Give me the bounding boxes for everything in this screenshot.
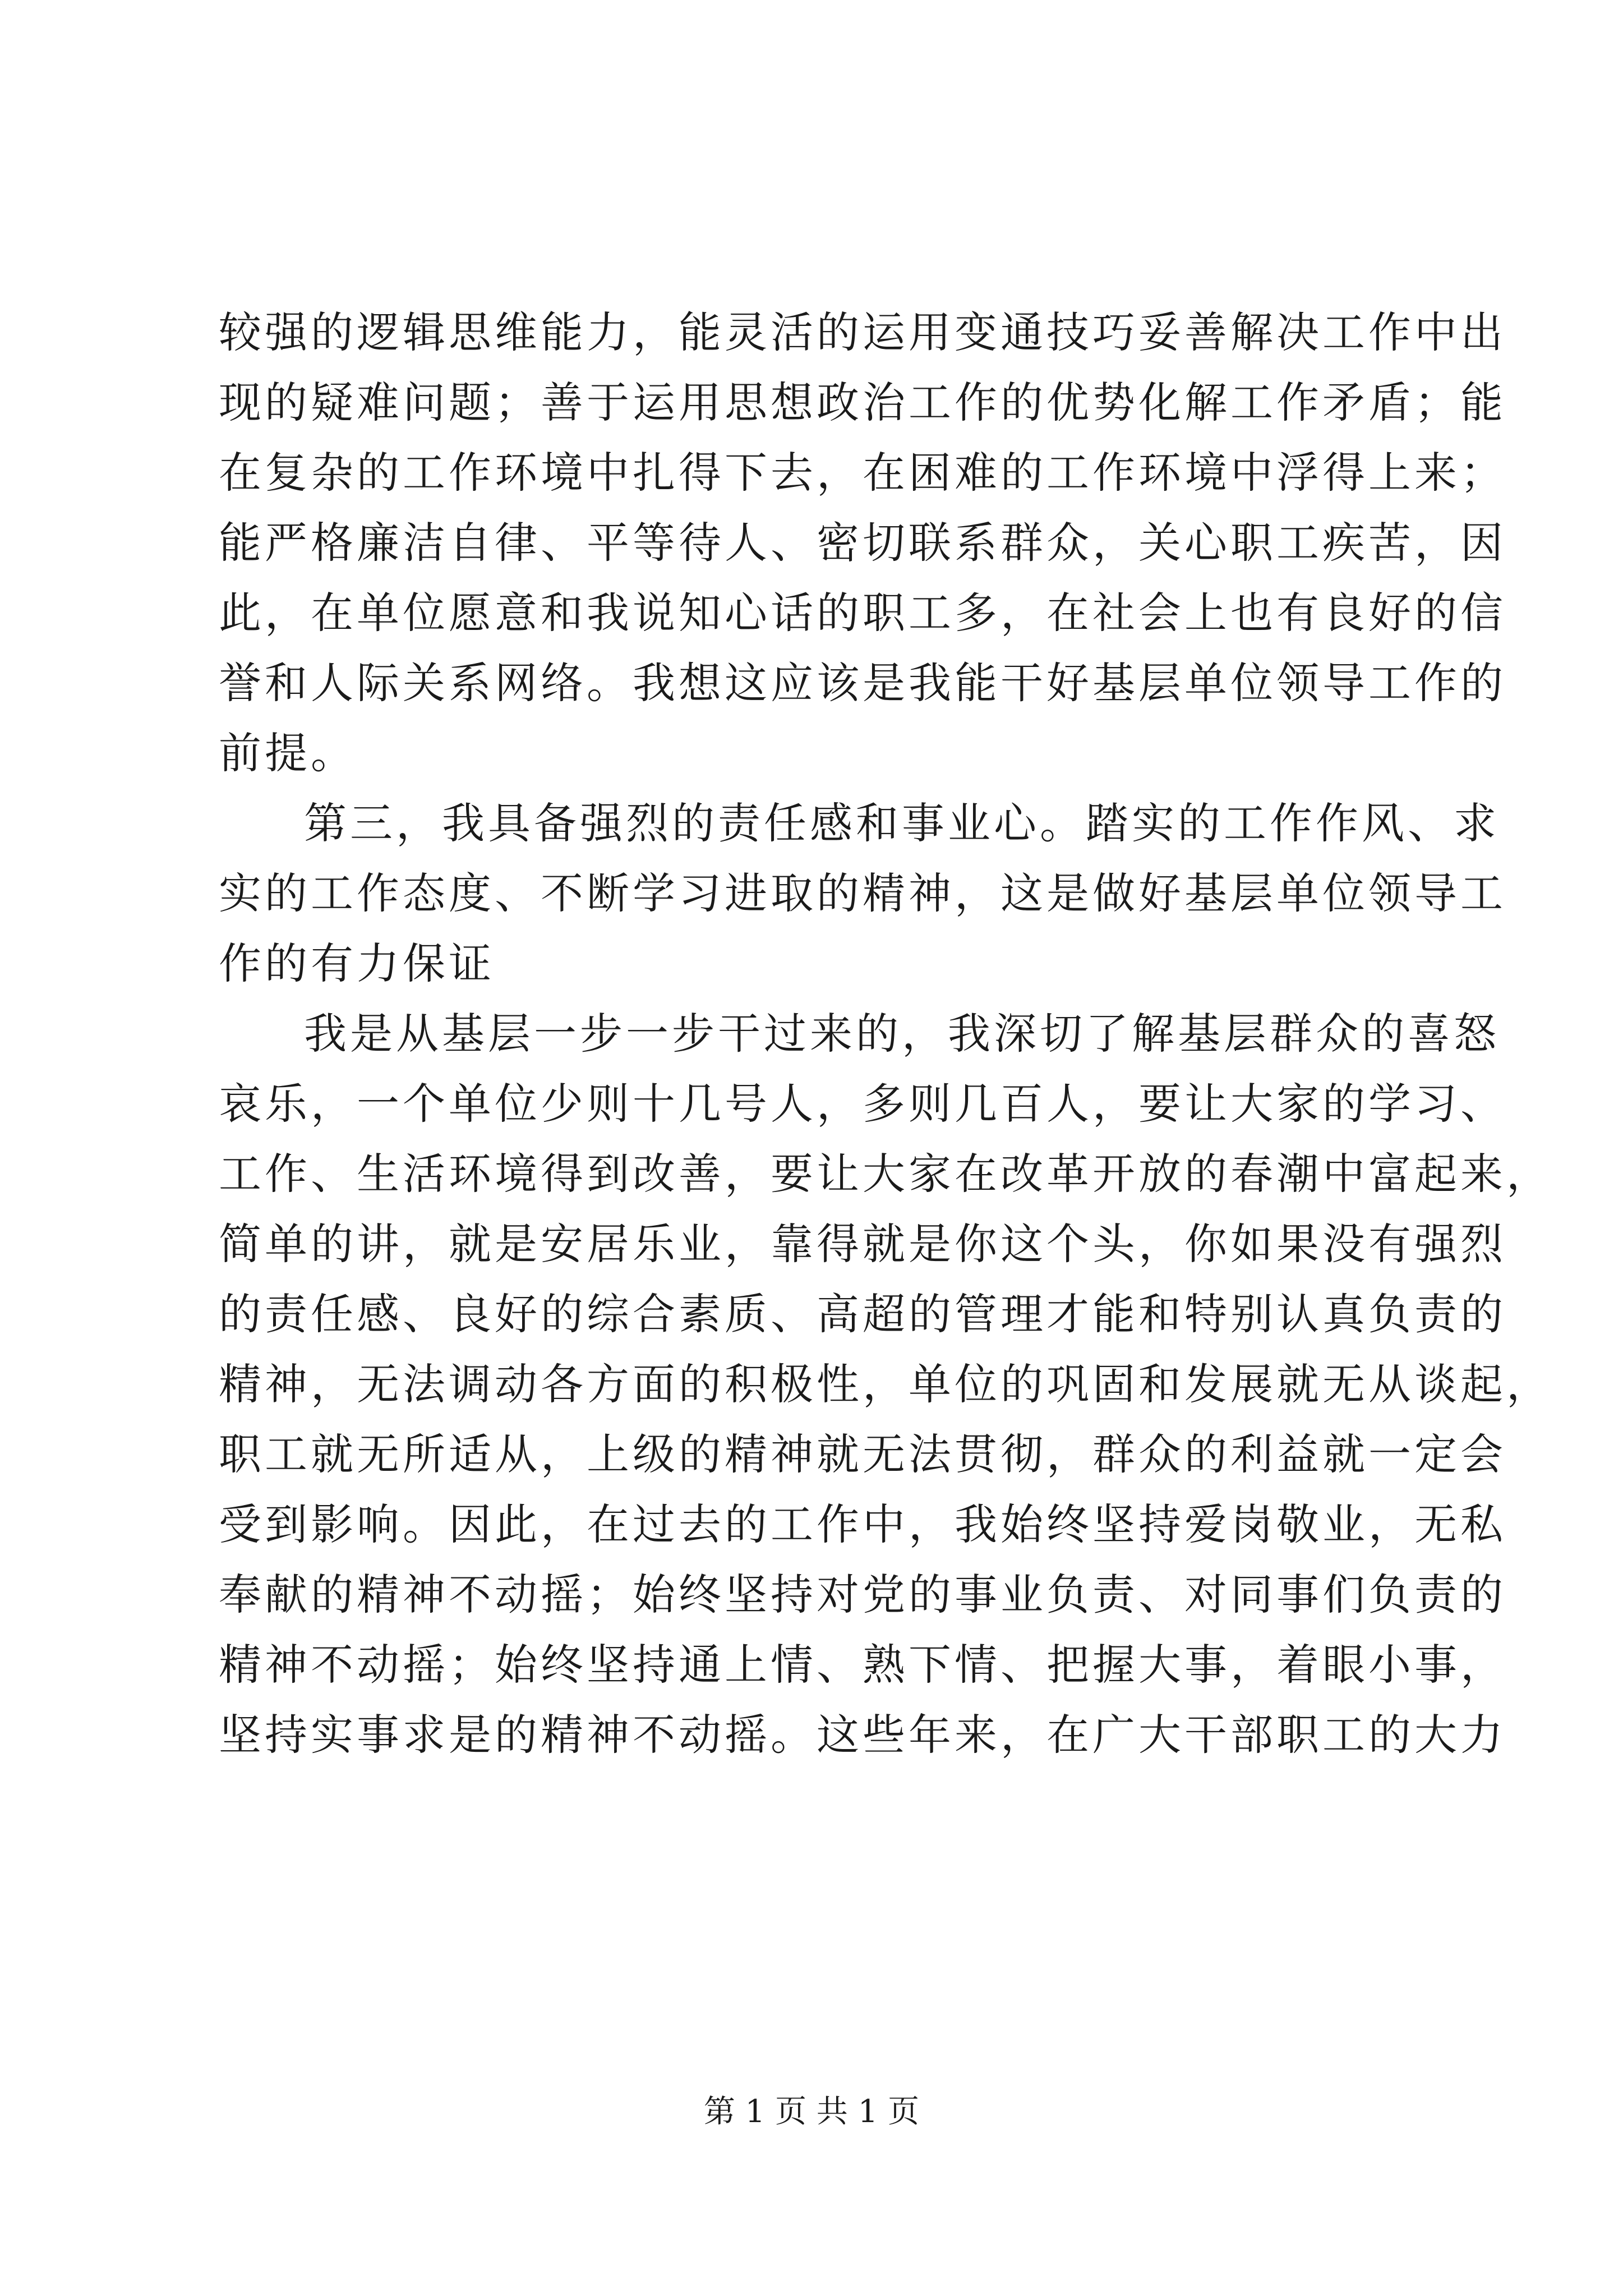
text-line: 在复杂的工作环境中扎得下去，在困难的工作环境中浮得上来； [219, 448, 1506, 498]
text-line: 坚持实事求是的精神不动摇。这些年来，在广大干部职工的大力 [219, 1710, 1506, 1760]
text-line: 前提。 [219, 728, 357, 778]
text-line: 实的工作态度、不断学习进取的精神，这是做好基层单位领导工 [219, 868, 1506, 918]
text-line: 精神，无法调动各方面的积极性，单位的巩固和发展就无从谈起， [219, 1359, 1552, 1409]
text-line: 工作、生活环境得到改善，要让大家在改革开放的春潮中富起来， [219, 1149, 1552, 1199]
text-line: 奉献的精神不动摇；始终坚持对党的事业负责、对同事们负责的 [219, 1570, 1506, 1619]
paragraph-start-line: 第三，我具备强烈的责任感和事业心。踏实的工作作风、求 [304, 798, 1500, 848]
text-line: 哀乐，一个单位少则十几号人，多则几百人，要让大家的学习、 [219, 1079, 1506, 1129]
text-line: 此，在单位愿意和我说知心话的职工多，在社会上也有良好的信 [219, 588, 1506, 638]
text-line: 誉和人际关系网络。我想这应该是我能干好基层单位领导工作的 [219, 658, 1506, 708]
paragraph-start-line: 我是从基层一步一步干过来的，我深切了解基层群众的喜怒 [304, 1009, 1500, 1059]
text-line: 的责任感、良好的综合素质、高超的管理才能和特别认真负责的 [219, 1289, 1506, 1339]
text-line: 职工就无所适从，上级的精神就无法贯彻，群众的利益就一定会 [219, 1429, 1506, 1479]
text-line: 受到影响。因此，在过去的工作中，我始终坚持爱岗敬业，无私 [219, 1499, 1506, 1549]
text-line: 简单的讲，就是安居乐业，靠得就是你这个头，你如果没有强烈 [219, 1219, 1506, 1269]
text-line: 能严格廉洁自律、平等待人、密切联系群众，关心职工疾苦，因 [219, 518, 1506, 568]
text-line: 精神不动摇；始终坚持通上情、熟下情、把握大事，着眼小事， [219, 1640, 1506, 1690]
body-text [219, 297, 1552, 1770]
text-line: 现的疑难问题；善于运用思想政治工作的优势化解工作矛盾；能 [219, 378, 1506, 427]
text-line: 较强的逻辑思维能力，能灵活的运用变通技巧妥善解决工作中出 [219, 307, 1506, 357]
page-number-footer: 第 1 页 共 1 页 [703, 2093, 920, 2130]
text-line: 作的有力保证 [219, 938, 495, 988]
